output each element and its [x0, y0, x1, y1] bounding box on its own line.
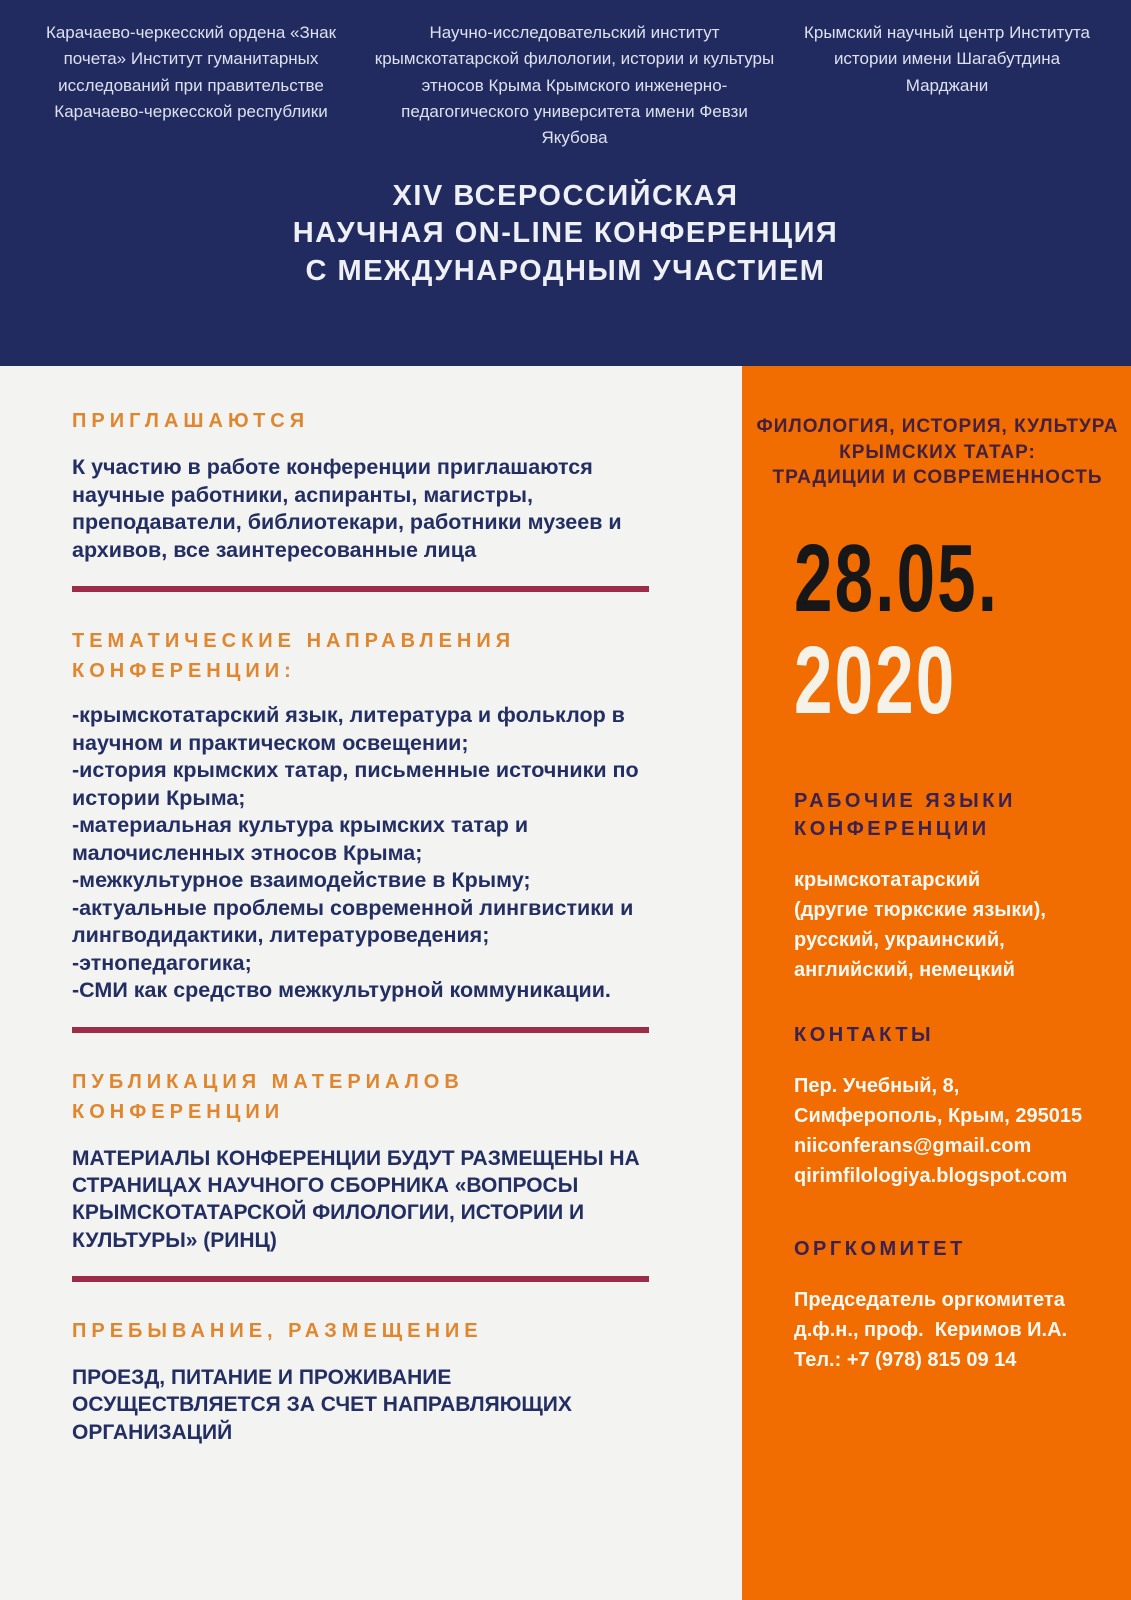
section-heading-committee: ОРГКОМИТЕТ — [794, 1237, 966, 1260]
committee-line-2: д.ф.н., проф. Керимов И.А. — [794, 1318, 1068, 1341]
topic-item: -этнопедагогика; — [72, 950, 252, 975]
contact-email: niiconferans@gmail.com — [794, 1134, 1032, 1157]
topic-item: -СМИ как средство межкультурной коммуникации. — [72, 978, 611, 1003]
conference-theme — [754, 414, 1121, 491]
section-heading-publication: ПУБЛИКАЦИЯ МАТЕРИАЛОВ КОНФЕРЕНЦИИ — [72, 1070, 464, 1123]
committee-phone: Тел.: +7 (978) 815 09 14 — [794, 1348, 1017, 1371]
section-heading-topics: ТЕМАТИЧЕСКИЕ НАПРАВЛЕНИЯ КОНФЕРЕНЦИИ: — [72, 630, 516, 683]
contacts-body — [794, 1071, 1107, 1191]
institutions-row — [0, 0, 1131, 152]
header — [0, 0, 1131, 366]
languages-line: крымскотатарский — [794, 868, 981, 891]
languages-body — [794, 865, 1107, 985]
divider-line — [72, 586, 649, 592]
languages-line: английский, немецкий — [794, 958, 1015, 981]
theme-line-1: ФИЛОЛОГИЯ, ИСТОРИЯ, КУЛЬТУРА — [756, 416, 1119, 437]
committee-body — [794, 1285, 1107, 1375]
institution-3: Крымский научный центр Института истории имени Шагабутдина Марджани — [803, 23, 1091, 95]
contact-address-line-2: Симферополь, Крым, 295015 — [794, 1104, 1083, 1127]
section-heading-stay: ПРЕБЫВАНИЕ, РАЗМЕЩЕНИЕ — [72, 1319, 483, 1342]
title-line-3: С МЕЖДУНАРОДНЫМ УЧАСТИЕМ — [305, 255, 826, 288]
conference-date — [794, 524, 1019, 734]
divider-line — [72, 1027, 649, 1033]
topic-item: -крымскотатарский язык, литература и фольклор в научном и практическом освещении; — [72, 703, 625, 755]
invited-body: К участию в работе конференции приглашаются научные работники, аспиранты, магистры, преподаватели, библиотекари, работники музеев и архивов, все заинтересованные лица — [72, 455, 622, 562]
topics-list — [72, 702, 649, 1005]
main-content-column — [0, 366, 742, 1600]
topic-item: -история крымских татар, письменные источники по истории Крыма; — [72, 758, 639, 810]
section-heading-contacts: КОНТАКТЫ — [794, 1023, 935, 1046]
section-heading-invited: ПРИГЛАШАЮТСЯ — [72, 410, 310, 432]
languages-line: (другие тюркские языки), — [794, 898, 1046, 921]
orange-side-panel — [742, 366, 1131, 1600]
topic-item: -материальная культура крымских татар и малочисленных этносов Крыма; — [72, 813, 529, 865]
languages-line: русский, украинский, — [794, 928, 1005, 951]
divider-line — [72, 1276, 649, 1282]
institution-1: Карачаево-черкесский ордена «Знак почета» Институт гуманитарных исследований при правительстве Карачаево-черкесской республики — [45, 23, 337, 122]
stay-body: ПРОЕЗД, ПИТАНИЕ И ПРОЖИВАНИЕ ОСУЩЕСТВЛЯЕТСЯ ЗА СЧЕТ НАПРАВЛЯЮЩИХ ОРГАНИЗАЦИЙ — [72, 1365, 572, 1444]
theme-line-3: ТРАДИЦИИ И СОВРЕМЕННОСТЬ — [772, 467, 1103, 489]
institution-2: Научно-исследовательский институт крымскотатарской филологии, истории и культуры этносов Крыма Крымского инженерно-педагогического университета имени Февзи Якубова — [374, 23, 775, 148]
conference-title — [0, 178, 1131, 291]
committee-line-1: Председатель оргкомитета — [794, 1288, 1065, 1311]
date-year: 2020 — [794, 626, 957, 734]
publication-body: МАТЕРИАЛЫ КОНФЕРЕНЦИИ БУДУТ РАЗМЕЩЕНЫ НА СТРАНИЦАХ НАУЧНОГО СБОРНИКА «ВОПРОСЫ КРЫМСКОТАТАРСКОЙ ФИЛОЛОГИИ, ИСТОРИИ И КУЛЬТУРЫ» (РИНЦ) — [72, 1146, 640, 1252]
topic-item: -актуальные проблемы современной лингвистики и лингводидактики, литературоведения; — [72, 895, 634, 948]
contact-address-line-1: Пер. Учебный, 8, — [794, 1074, 960, 1097]
title-line-1: XIV ВСЕРОССИЙСКАЯ — [392, 179, 739, 212]
contact-blog-url: qirimfilologiya.blogspot.com — [794, 1164, 1068, 1187]
title-line-2: НАУЧНАЯ ON-LINE КОНФЕРЕНЦИЯ — [292, 217, 839, 250]
theme-line-2: КРЫМСКИХ ТАТАР: — [839, 441, 1036, 463]
section-heading-languages: РАБОЧИЕ ЯЗЫКИ КОНФЕРЕНЦИИ — [794, 789, 1016, 840]
topic-item: -межкультурное взаимодействие в Крыму; — [72, 868, 531, 893]
date-day-month: 28.05. — [794, 524, 1000, 632]
